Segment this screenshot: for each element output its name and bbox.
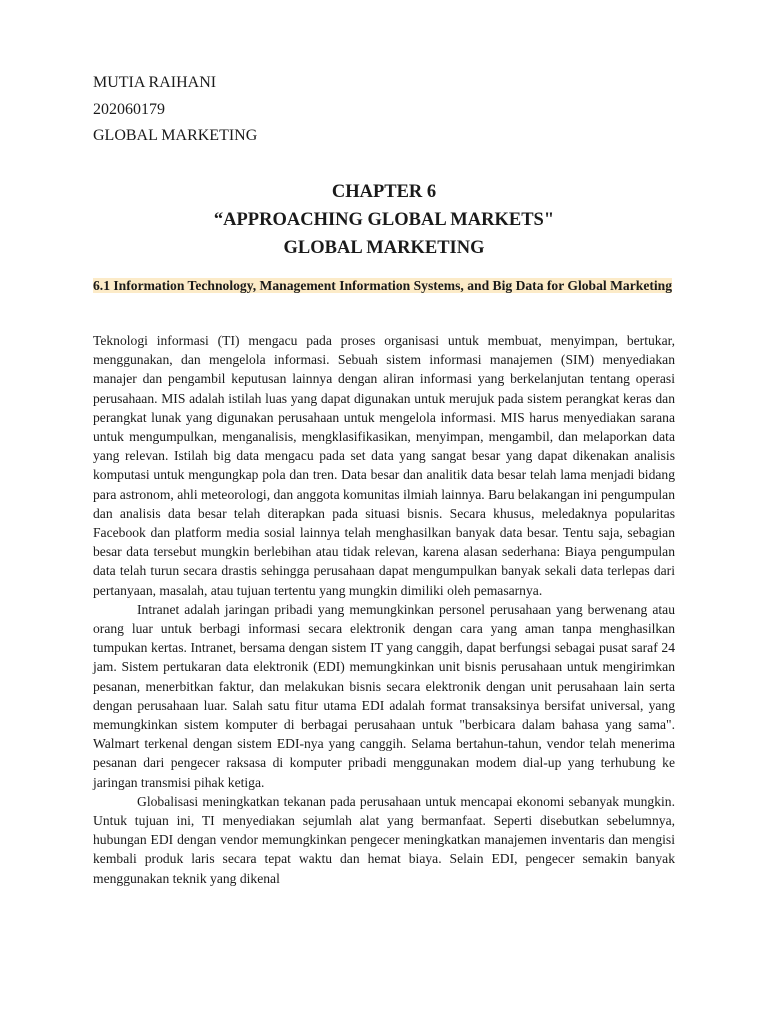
section-heading-text: 6.1 Information Technology, Management Information Systems, and Big Data for Global Marketing: [93, 278, 673, 293]
body-text: [93, 331, 675, 888]
paragraph: Intranet adalah jaringan pribadi yang memungkinkan personel perusahaan yang berwenang atau orang luar untuk berbagi informasi secara elektronik dengan cara yang aman tanpa menghasilkan tumpukan kertas. Intranet, bersama dengan sistem IT yang canggih, dapat berfungsi sebagai pusat saraf 24 jam. Sistem pertukaran data elektronik (EDI) memungkinkan unit bisnis perusahaan untuk mengirimkan pesanan, menerbitkan faktur, dan melakukan bisnis secara elektronik dengan unit perusahaan lain serta dengan perusahaan luar. Salah satu fitur utama EDI adalah format transaksinya bersifat universal, yang memungkinkan sistem komputer di berbagai perusahaan untuk "berbicara dalam bahasa yang sama". Walmart terkenal dengan sistem EDI-nya yang canggih. Selama bertahun-tahun, vendor telah menerima pesanan dari pengecer raksasa di komputer pribadi menggunakan modem dial-up yang terhubung ke jaringan transmisi pihak ketiga.: [93, 601, 675, 790]
author-name: MUTIA RAIHANI: [93, 74, 217, 91]
section-heading: [93, 276, 675, 296]
student-id: 202060179: [93, 100, 165, 118]
paragraph: Globalisasi meningkatkan tekanan pada perusahaan untuk mencapai ekonomi sebanyak mungkin. Untuk tujuan ini, TI menyediakan sejumlah alat yang bermanfaat. Seperti disebutkan sebelumnya, hubungan EDI dengan vendor memungkinkan pengecer meningkatkan manajemen inventaris dan mengisi kembali produk laris secara tepat waktu dan hemat biaya. Selain EDI, pengecer semakin banyak menggunakan teknik yang dikenal: [93, 793, 675, 886]
chapter-title-block: [0, 178, 768, 262]
chapter-title: “APPROACHING GLOBAL MARKETS": [213, 210, 555, 230]
chapter-number: CHAPTER 6: [331, 182, 437, 202]
paragraph: Teknologi informasi (TI) mengacu pada proses organisasi untuk membuat, menyimpan, bertukar, menggunakan, dan mengelola informasi. Sebuah sistem informasi manajemen (SIM) menyediakan manajer dan pengambil keputusan lainnya dengan aliran informasi yang berkelanjutan tentang operasi perusahaan. MIS adalah istilah luas yang dapat digunakan untuk merujuk pada sistem perangkat keras dan perangkat lunak yang digunakan perusahaan untuk mengelola informasi. MIS harus menyediakan sarana untuk mengumpulkan, menganalisis, mengklasifikasikan, menyimpan, mengambil, dan melaporkan data yang relevan. Istilah big data mengacu pada set data yang sangat besar yang dapat dikenakan analisis komputasi untuk mengungkap pola dan tren. Data besar dan analitik data besar telah lama menjadi bidang para astronom, ahli meteorologi, dan anggota komunitas ilmiah lainnya. Baru belakangan ini pengumpulan dan analisis data besar telah diterapkan pada situasi bisnis. Secara khusus, meledaknya popularitas Facebook dan platform media sosial lainnya telah menghasilkan banyak data besar. Tentu saja, sebagian besar data tersebut mungkin berlebihan atau tidak relevan, karena alasan sederhana: Biaya pengumpulan data telah turun secara drastis sehingga perusahaan dapat mengumpulkan banyak sekali data terlepas dari pertanyaan, masalah, atau tujuan tertentu yang mungkin dimiliki oleh pemasarnya.: [93, 333, 675, 598]
author-block: [93, 70, 257, 150]
chapter-subtitle: GLOBAL MARKETING: [283, 238, 485, 258]
course-name: GLOBAL MARKETING: [93, 127, 258, 144]
